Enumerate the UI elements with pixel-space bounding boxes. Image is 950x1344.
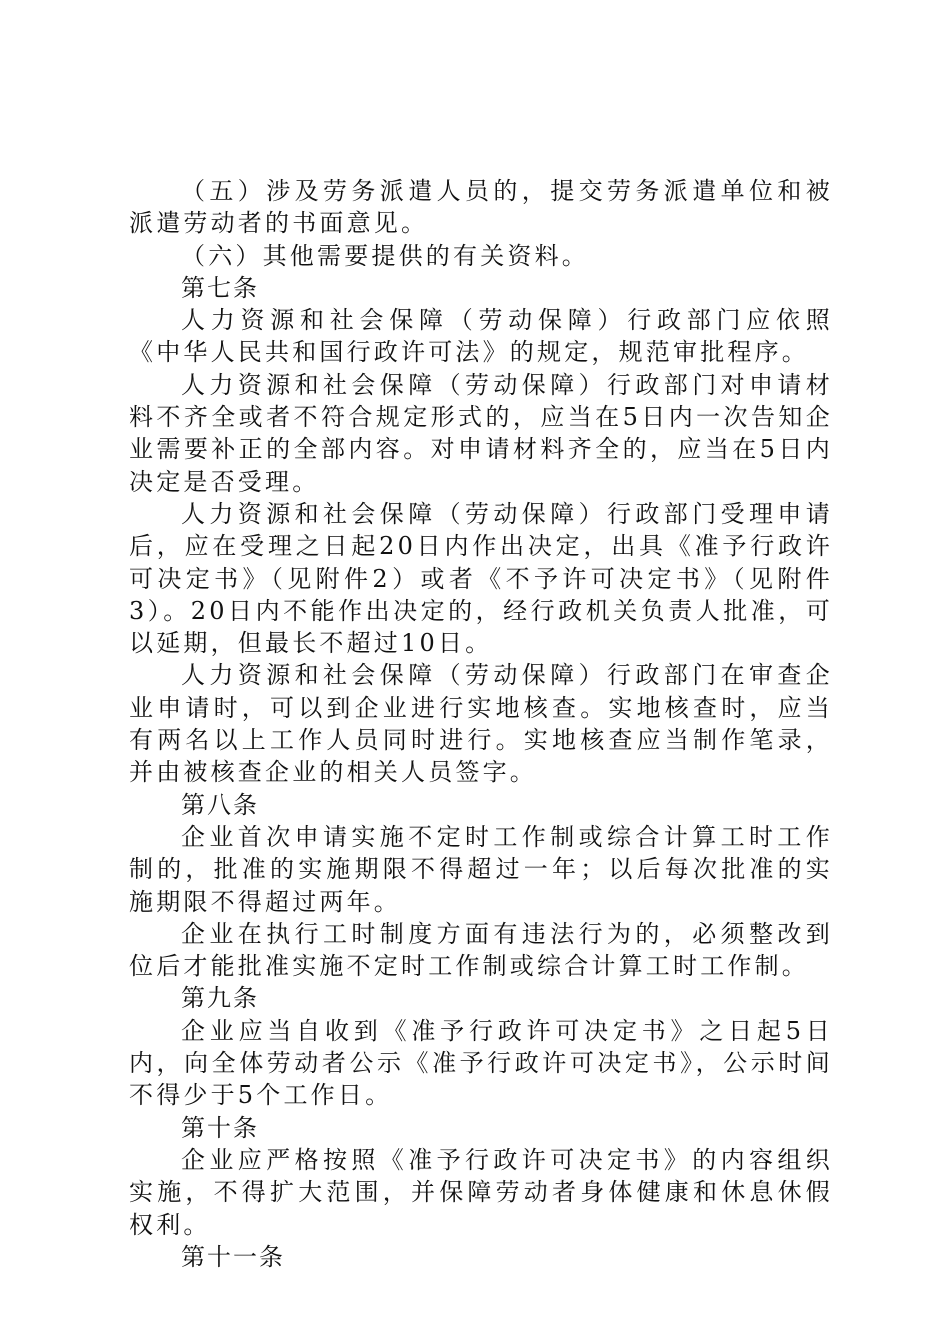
paragraph-violation-rectify: 企业在执行工时制度方面有违法行为的，必须整改到位后才能批准实施不定时工作制或综合计算工时工作制。 [129, 919, 833, 981]
article-heading-9: 第九条 [181, 984, 259, 1013]
document-body [129, 175, 833, 1273]
paragraph-incomplete-materials: 人力资源和社会保障（劳动保障）行政部门对申请材料不齐全或者不符合规定形式的，应当在5日内一次告知企业需要补正的全部内容。对申请材料齐全的，应当在5日内决定是否受理。 [129, 370, 833, 496]
paragraph-review-procedure: 人力资源和社会保障（劳动保障）行政部门应依照《中华人民共和国行政许可法》的规定，规范审批程序。 [129, 306, 833, 367]
paragraph-public-notice: 企业应当自收到《准予行政许可决定书》之日起5日内，向全体劳动者公示《准予行政许可决定书》，公示时间不得少于5个工作日。 [129, 1016, 833, 1110]
article-heading-8: 第八条 [181, 790, 259, 819]
paragraph-decision-deadline: 人力资源和社会保障（劳动保障）行政部门受理申请后，应在受理之日起20日内作出决定，出具《准予行政许可决定书》（见附件2）或者《不予许可决定书》（见附件3）。20日内不能作出决定的，经行政机关负责人批准，可以延期，但最长不超过10日。 [129, 499, 833, 658]
paragraph-item-5: （五）涉及劳务派遣人员的，提交劳务派遣单位和被派遣劳动者的书面意见。 [129, 177, 833, 238]
paragraph-strict-implementation: 企业应严格按照《准予行政许可决定书》的内容组织实施，不得扩大范围，并保障劳动者身体健康和休息休假权利。 [129, 1145, 833, 1239]
paragraph-approval-term: 企业首次申请实施不定时工作制或综合计算工时工作制的，批准的实施期限不得超过一年；以后每次批准的实施期限不得超过两年。 [129, 822, 833, 916]
paragraph-item-6: （六）其他需要提供的有关资料。 [181, 241, 589, 270]
paragraph-site-inspection: 人力资源和社会保障（劳动保障）行政部门在审查企业申请时，可以到企业进行实地核查。实地核查时，应当有两名以上工作人员同时进行。实地核查应当制作笔录，并由被核查企业的相关人员签字。 [129, 661, 833, 787]
article-heading-11: 第十一条 [181, 1242, 285, 1271]
article-heading-10: 第十条 [181, 1113, 259, 1142]
article-heading-7: 第七条 [181, 273, 259, 302]
